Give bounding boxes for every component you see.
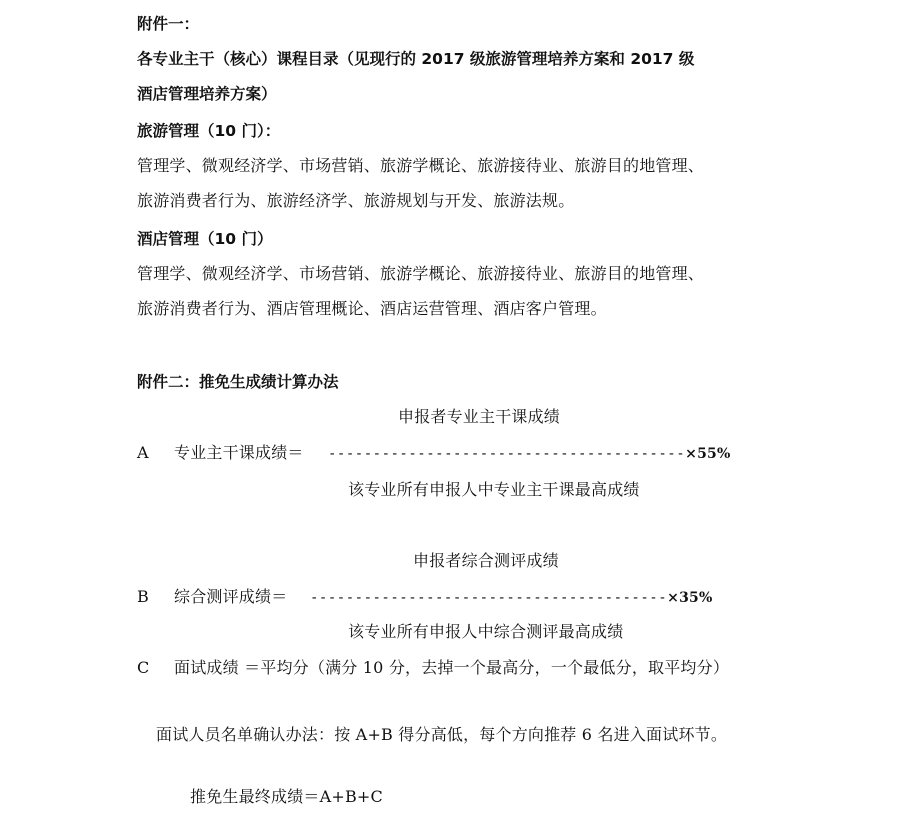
attachment1-title-line2: 酒店管理培养方案） — [137, 85, 277, 103]
interview-note: 面试人员名单确认办法：按 A+B 得分高低，每个方向推荐 6 名进入面试环节。 — [156, 725, 728, 744]
formula-a-letter: A — [137, 443, 149, 462]
attachment1-heading: 附件一： — [137, 15, 200, 33]
final-score-formula: 推免生最终成绩＝A+B+C — [190, 787, 383, 806]
formula-b-denominator: 该专业所有申报人中综合测评最高成绩 — [348, 622, 624, 641]
formula-b-row — [137, 586, 712, 609]
formula-a-row — [137, 442, 730, 465]
tourism-courses-line2: 旅游消费者行为、旅游经济学、旅游规划与开发、旅游法规。 — [137, 191, 575, 210]
attachment1-title-line1: 各专业主干（核心）课程目录（见现行的 2017 级旅游管理培养方案和 2017 级 — [137, 50, 695, 68]
formula-c-letter: C — [137, 658, 150, 677]
formula-a-numerator: 申报者专业主干课成绩 — [398, 407, 561, 426]
formula-c-text: 面试成绩 ＝平均分（满分 10 分，去掉一个最高分，一个最低分，取平均分） — [174, 658, 730, 677]
formula-b-numerator: 申报者综合测评成绩 — [413, 551, 559, 570]
formula-a-denominator: 该专业所有申报人中专业主干课最高成绩 — [348, 480, 640, 499]
hotel-heading: 酒店管理（10 门） — [137, 230, 273, 248]
formula-c-row — [137, 657, 729, 679]
formula-b-weight: ×35% — [667, 590, 713, 606]
attachment2-heading: 附件二：推免生成绩计算办法 — [137, 373, 339, 391]
tourism-heading: 旅游管理（10 门）： — [137, 122, 281, 140]
hotel-courses-line1: 管理学、微观经济学、市场营销、旅游学概论、旅游接待业、旅游目的地管理、 — [137, 264, 705, 283]
formula-b-fraction-bar: ---------------------------------------- — [310, 590, 668, 606]
formula-b-letter: B — [137, 587, 149, 606]
formula-a-weight: ×55% — [685, 446, 731, 462]
formula-a-fraction-bar: ---------------------------------------- — [328, 446, 686, 462]
formula-b-label: 综合测评成绩＝ — [174, 587, 288, 606]
hotel-courses-line2: 旅游消费者行为、酒店管理概论、酒店运营管理、酒店客户管理。 — [137, 299, 607, 318]
tourism-courses-line1: 管理学、微观经济学、市场营销、旅游学概论、旅游接待业、旅游目的地管理、 — [137, 156, 705, 175]
formula-a-label: 专业主干课成绩＝ — [174, 443, 304, 462]
